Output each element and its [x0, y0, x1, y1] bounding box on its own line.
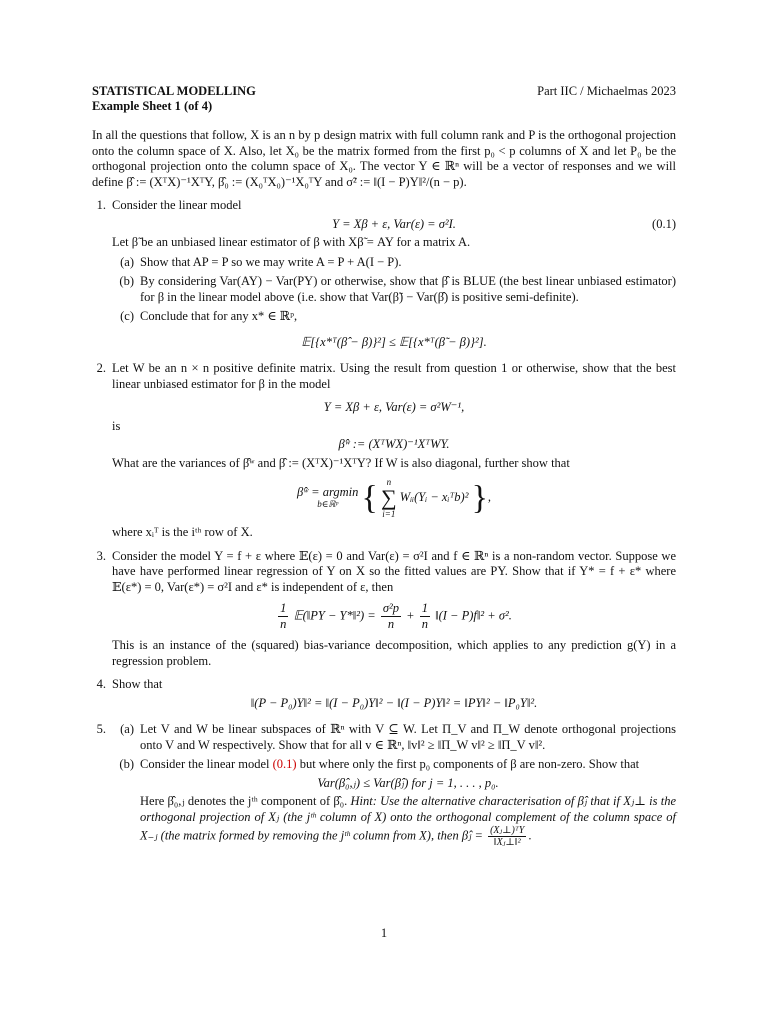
equation-tail: , [487, 489, 492, 504]
text-fragment: Here β̂₀,ⱼ denotes the jᵗʰ component of β̂₀. [140, 794, 348, 808]
numerator: 1 [280, 601, 287, 615]
question-number: 3. [96, 548, 106, 563]
sum-lower: i=1 [382, 509, 396, 519]
q5-variance-inequality: Var(β̂₀,ⱼ) ≤ Var(β̂ⱼ) for j = 1, . . . , p₀. [317, 775, 499, 790]
question-number: 1. [96, 198, 106, 212]
q1-part-a [112, 255, 676, 271]
course-title: STATISTICAL MODELLING [92, 84, 256, 98]
denominator: ‖Xⱼ⊥‖² [493, 837, 521, 848]
argmin-operator [297, 486, 358, 510]
equation-text: Y = Xβ + ε, Var(ε) = σ²I. [332, 216, 456, 231]
page-number: 1 [380, 926, 388, 940]
q2-after: where xᵢᵀ is the iᵗʰ row of X. [112, 525, 253, 539]
q1-model-equation [112, 217, 676, 233]
q3-decomposition-equation [112, 601, 676, 632]
part-label: (a) [120, 254, 134, 269]
question-4 [92, 677, 676, 714]
question-number: 4. [96, 677, 106, 691]
q1-part-b [112, 274, 676, 305]
q1-c-equation: 𝔼[{x*ᵀ(β̂ − β)}²] ≤ 𝔼[{x*ᵀ(β̃ − β)}²]. [301, 334, 487, 349]
part-text: Show that AP = P so we may write A = P + A(I − P). [140, 254, 402, 269]
part-text: Conclude that for any x* ∈ ℝᵖ, [140, 309, 298, 323]
q2-argmin-equation [112, 477, 676, 519]
hint-text: Hint: Use the alternative characterisation of β̂ⱼ that if Xⱼ⊥ is the orthogonal projection of Xⱼ (the jᵗʰ column of X) onto the orthogonal complement of the column space of X₋ⱼ (the matrix formed by removing the jᵗʰ column from X), then β̂ⱼ = [140, 794, 676, 843]
header-left [92, 84, 256, 114]
sum-body: Wᵢᵢ(Yᵢ − xᵢᵀb)² [399, 489, 469, 504]
q3-lead: Consider the model Y = f + ε where 𝔼(ε) = 0 and Var(ε) = σ²I and f ∈ ℝⁿ is a non-random vector. Suppose we have have performed linear regression of Y on X so the fitted values are PY. Show that if Y* = f + ε* where 𝔼(ε*) = 0, Var(ε*) = σ²I and ε* is independent of ε, then [112, 548, 676, 594]
q2-lead: Let W be an n × n positive definite matrix. Using the result from question 1 or otherwise, show that the best linear unbiased estimator for β in the model [112, 361, 676, 391]
intro-paragraph: In all the questions that follow, X is an n by p design matrix with full column rank and P is the orthogonal projection onto the column space of X. Also, let X₀ be the matrix formed from the first p₀ < p columns of X and let P₀ be the orthogonal projection onto the column space of X₀. The vector Y ∈ ℝⁿ will be a vector of responses and we will define β̂ := (XᵀX)⁻¹XᵀY, β̂₀ := (X₀ᵀX₀)⁻¹X₀ᵀY and σ̃² := ‖(I − P)Y‖²/(n − p). [92, 128, 676, 189]
term-label: Part IIC / Michaelmas 2023 [537, 84, 676, 98]
denominator: n [387, 617, 395, 631]
part-label: (c) [120, 309, 134, 323]
equation-part: ‖(I − P)f‖² + σ². [435, 608, 512, 623]
part-label: (b) [119, 757, 134, 771]
question-number: 5. [96, 722, 106, 736]
q4-equation: ‖(P − P₀)Y‖² = ‖(I − P₀)Y‖² − ‖(I − P)Y‖² = ‖PY‖² − ‖P₀Y‖². [250, 695, 538, 710]
question-2 [92, 361, 676, 541]
argmin-subscript: b∈ℝᵖ [317, 499, 339, 509]
equation-part: 𝔼(‖PY − Y*‖²) = [293, 608, 376, 623]
q1-lead: Consider the linear model [112, 198, 242, 212]
part-text [140, 757, 676, 848]
argmin-lhs: β̂ʷ = argmin [296, 485, 359, 499]
part-label: (a) [120, 722, 134, 736]
sigma-symbol: ∑ [380, 485, 397, 510]
part-text: Let V and W be linear subspaces of ℝⁿ with V ⊆ W. Let Π_V and Π_W denote orthogonal projections onto V and W respectively. Show that for all v ∈ ℝⁿ, ‖v‖² ≥ ‖Π_W v‖² ≥ ‖Π_V v‖². [140, 722, 676, 752]
q3-after: This is an instance of the (squared) bias-variance decomposition, which applies to any prediction g(Y) in a regression problem. [112, 638, 676, 668]
sum-upper: n [386, 477, 392, 487]
q4-lead: Show that [112, 677, 163, 691]
sheet-header [92, 84, 676, 114]
q5-part-a [112, 722, 676, 753]
part-text: By considering Var(AY) − Var(PY) or otherwise, show that β̂ is BLUE (the best linear unbiased estimator) for β in the linear model above (i.e. show that Var(β̃) − Var(β̂) is positive semi-definite). [140, 274, 676, 304]
sum-operator [381, 477, 397, 519]
denominator: n [421, 617, 428, 631]
left-brace: { [361, 479, 378, 517]
plus-sign: + [406, 608, 415, 623]
document-page [92, 84, 676, 848]
numerator: (Xⱼ⊥)ᵀY [490, 825, 525, 836]
q1-after: Let β̃ be an unbiased linear estimator of β with Xβ̃ = AY for a matrix A. [112, 235, 471, 249]
sheet-subtitle: Example Sheet 1 (of 4) [92, 99, 213, 113]
numerator: 1 [421, 601, 428, 615]
question-3 [92, 549, 676, 670]
fraction [420, 601, 430, 632]
text-fragment: . [528, 828, 532, 843]
part-label: (b) [119, 274, 134, 288]
q5-part-b [112, 757, 676, 848]
q2-is: is [112, 418, 121, 433]
question-number: 2. [96, 361, 106, 375]
q1-part-c [112, 309, 676, 325]
fraction [488, 825, 526, 848]
right-brace: } [471, 479, 488, 517]
q2-model-equation: Y = Xβ + ε, Var(ε) = σ²W⁻¹, [323, 400, 465, 414]
q2-estimator-equation: β̂ʷ := (XᵀWX)⁻¹XᵀWY. [338, 437, 450, 451]
equation-number: (0.1) [652, 216, 676, 231]
question-1 [92, 198, 676, 353]
equation-reference-link[interactable]: (0.1) [272, 757, 297, 771]
text-fragment: Consider the linear model [140, 757, 273, 771]
text-fragment: but where only the first p₀ components of β are non-zero. Show that [296, 757, 640, 771]
fraction [278, 601, 288, 632]
question-5 [92, 722, 676, 848]
fraction [381, 601, 401, 632]
q2-mid: What are the variances of β̂ʷ and β̂ := (XᵀX)⁻¹XᵀY? If W is also diagonal, further show that [112, 455, 570, 470]
denominator: n [280, 617, 287, 631]
numerator: σ²p [382, 601, 400, 615]
